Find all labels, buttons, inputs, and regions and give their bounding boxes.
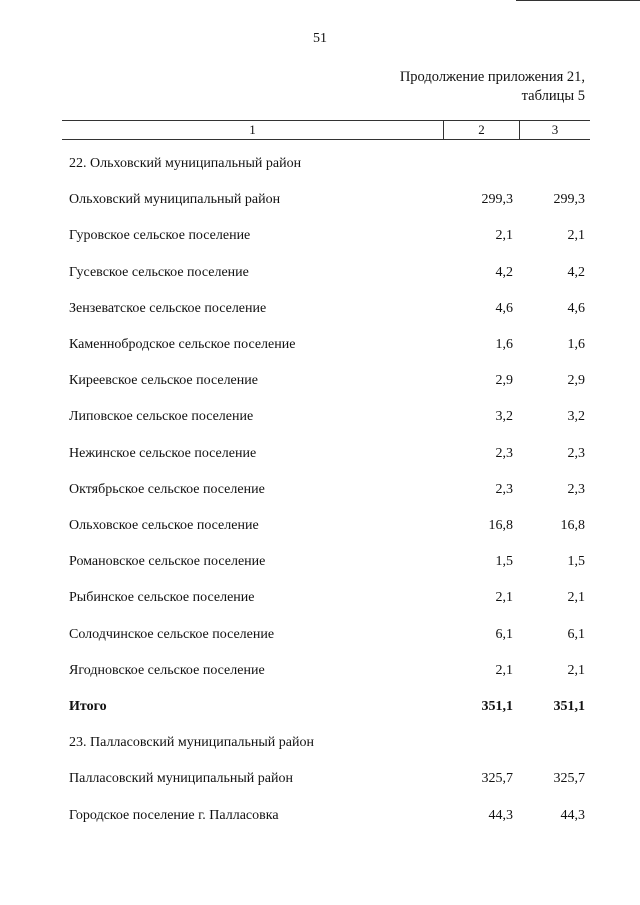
table-row — [0, 301, 640, 321]
table-row — [0, 518, 640, 538]
top-edge-line — [516, 0, 640, 1]
row-name: Солодчинское сельское поселение — [69, 627, 275, 642]
row-value-col-2: 16,8 — [488, 518, 513, 533]
row-name: Палласовский муниципальный район — [69, 771, 293, 786]
row-value-col-2: 6,1 — [495, 627, 513, 642]
table-row — [0, 192, 640, 212]
district-name: 22. Ольховский муниципальный район — [69, 156, 302, 171]
row-value-col-2: 325,7 — [481, 771, 513, 786]
table-row — [0, 228, 640, 248]
row-value-col-3: 2,9 — [567, 373, 585, 388]
row-value-col-3: 299,3 — [553, 192, 585, 207]
row-value-col-3: 2,1 — [567, 590, 585, 605]
table-row — [0, 446, 640, 466]
row-value-col-3: 2,3 — [567, 446, 585, 461]
header-bottom-rule — [62, 139, 590, 140]
row-value-col-3: 44,3 — [560, 808, 585, 823]
table-header — [62, 120, 590, 140]
table-row — [0, 663, 640, 683]
row-value-col-2: 351,1 — [481, 699, 513, 714]
row-name: Ольховский муниципальный район — [69, 192, 281, 207]
row-value-col-3: 6,1 — [567, 627, 585, 642]
row-name: Нежинское сельское поселение — [69, 446, 257, 461]
row-value-col-2: 3,2 — [495, 409, 513, 424]
row-name: Романовское сельское поселение — [69, 554, 266, 569]
row-value-col-3: 1,5 — [567, 554, 585, 569]
row-name: Каменнобродское сельское поселение — [69, 337, 296, 352]
continuation-line-2: таблицы 5 — [521, 88, 585, 104]
table-row — [0, 554, 640, 574]
continuation-note — [400, 68, 585, 106]
row-value-col-3: 351,1 — [553, 699, 585, 714]
table-row — [0, 590, 640, 610]
row-value-col-2: 4,2 — [495, 265, 513, 280]
table-row — [0, 373, 640, 393]
header-col-3: 3 — [551, 122, 559, 137]
row-name: Ольховское сельское поселение — [69, 518, 259, 533]
row-value-col-2: 1,5 — [495, 554, 513, 569]
table-row — [0, 409, 640, 429]
row-name: Итого — [69, 699, 107, 714]
table-row — [0, 808, 640, 828]
row-value-col-2: 2,3 — [495, 482, 513, 497]
row-name: Городское поселение г. Палласовка — [69, 808, 279, 823]
row-name: Зензеватское сельское поселение — [69, 301, 267, 316]
row-name: Гусевское сельское поселение — [69, 265, 249, 280]
row-value-col-3: 4,6 — [567, 301, 585, 316]
row-value-col-2: 44,3 — [488, 808, 513, 823]
table-row — [0, 265, 640, 285]
row-name: Гуровское сельское поселение — [69, 228, 251, 243]
header-col-2: 2 — [478, 122, 485, 137]
row-value-col-3: 4,2 — [567, 265, 585, 280]
row-value-col-3: 2,1 — [567, 228, 585, 243]
page-number: 51 — [313, 31, 327, 46]
row-value-col-3: 325,7 — [553, 771, 585, 786]
table-row — [0, 482, 640, 502]
row-value-col-3: 16,8 — [560, 518, 585, 533]
header-col-1: 1 — [249, 122, 256, 137]
header-top-rule — [62, 120, 590, 121]
row-name: Киреевское сельское поселение — [69, 373, 258, 388]
row-value-col-3: 2,1 — [567, 663, 585, 678]
district-name: 23. Палласовский муниципальный район — [69, 735, 314, 750]
row-value-col-2: 4,6 — [495, 301, 513, 316]
row-value-col-3: 1,6 — [567, 337, 585, 352]
row-value-col-2: 2,9 — [495, 373, 513, 388]
table-row — [0, 337, 640, 357]
row-name: Ягодновское сельское поселение — [69, 663, 265, 678]
district-heading-row — [0, 735, 640, 755]
row-value-col-2: 2,1 — [495, 663, 513, 678]
row-name: Рыбинское сельское поселение — [69, 590, 255, 605]
total-row — [0, 699, 640, 719]
table-row — [0, 771, 640, 791]
row-value-col-3: 2,3 — [567, 482, 585, 497]
row-value-col-2: 1,6 — [495, 337, 513, 352]
row-name: Октябрьское сельское поселение — [69, 482, 265, 497]
continuation-line-1: Продолжение приложения 21, — [399, 69, 585, 85]
table-row — [0, 627, 640, 647]
row-value-col-2: 2,3 — [495, 446, 513, 461]
row-value-col-2: 299,3 — [481, 192, 513, 207]
row-name: Липовское сельское поселение — [69, 409, 254, 424]
row-value-col-2: 2,1 — [495, 590, 513, 605]
district-heading-row — [0, 156, 640, 176]
row-value-col-2: 2,1 — [495, 228, 513, 243]
row-value-col-3: 3,2 — [567, 409, 585, 424]
